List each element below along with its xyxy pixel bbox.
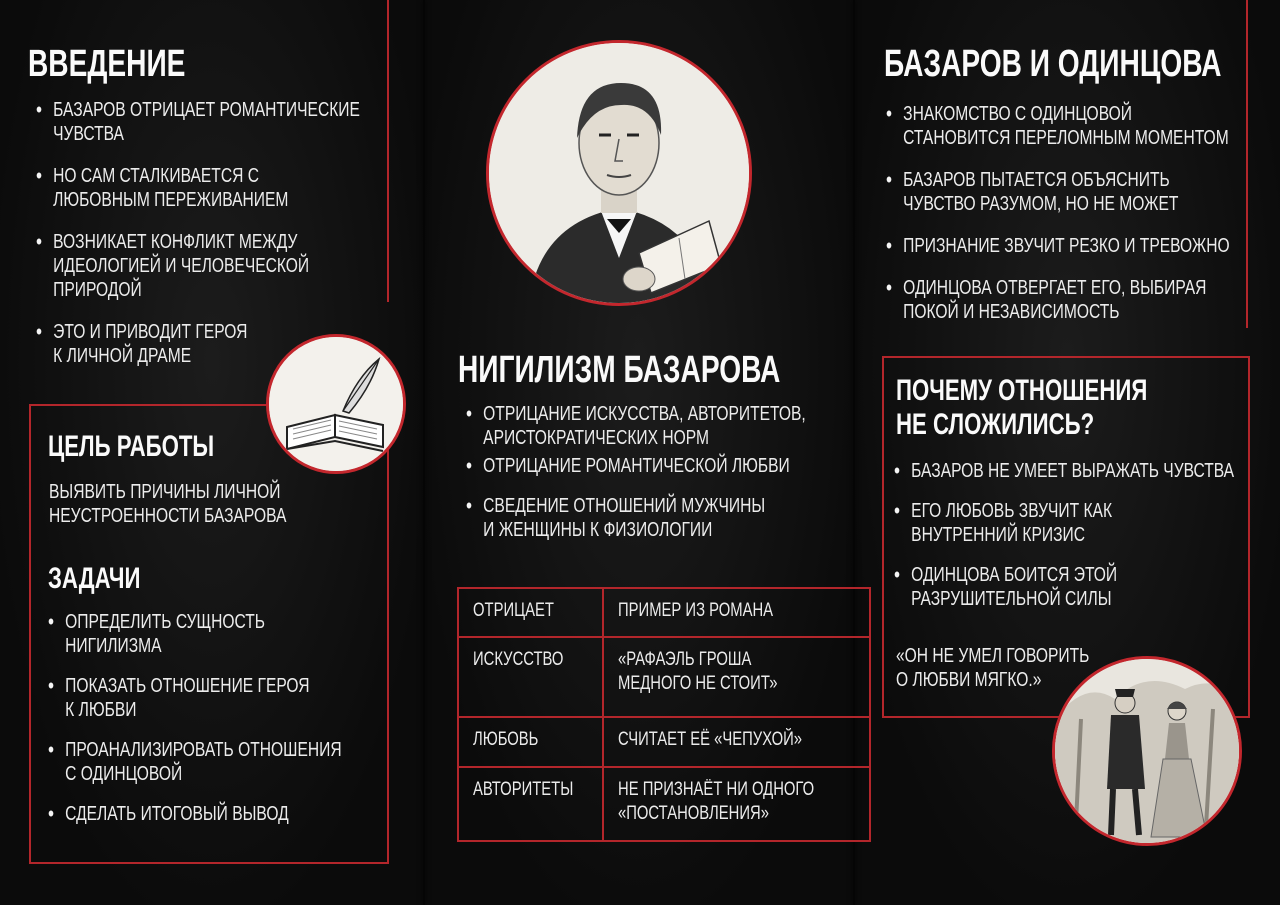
odintsova-item: • ЗНАКОМСТВО С ОДИНЦОВОЙ СТАНОВИТСЯ ПЕРЕЛОМНЫМ МОМЕНТОМ bbox=[886, 102, 1230, 150]
nihilism-item: • ОТРИЦАНИЕ РОМАНТИЧЕСКОЙ ЛЮБВИ bbox=[466, 454, 806, 478]
portrait-icon bbox=[489, 43, 749, 303]
why-quote: «ОН НЕ УМЕЛ ГОВОРИТЬ О ЛЮБВИ МЯГКО.» bbox=[896, 645, 1090, 691]
task-item: • ОПРЕДЕЛИТЬ СУЩНОСТЬ НИГИЛИЗМА bbox=[48, 610, 342, 658]
intro-title: ВВЕДЕНИЕ bbox=[28, 43, 186, 85]
table-cell: «РАФАЭЛЬ ГРОША МЕДНОГО НЕ СТОИТ» bbox=[603, 637, 870, 717]
odintsova-list bbox=[886, 102, 1280, 324]
portrait-illustration bbox=[486, 40, 752, 306]
intro-list bbox=[36, 98, 451, 368]
intro-item: • БАЗАРОВ ОТРИЦАЕТ РОМАНТИЧЕСКИЕ ЧУВСТВА bbox=[36, 98, 360, 146]
table-header-row bbox=[458, 588, 870, 637]
tasks-list bbox=[48, 610, 424, 826]
odintsova-item: • ОДИНЦОВА ОТВЕРГАЕТ ЕГО, ВЫБИРАЯ ПОКОЙ И НЕЗАВИСИМОСТЬ bbox=[886, 276, 1230, 324]
book-icon bbox=[269, 337, 403, 471]
why-list bbox=[894, 459, 1280, 611]
intro-item: • ВОЗНИКАЕТ КОНФЛИКТ МЕЖДУ ИДЕОЛОГИЕЙ И ЧЕЛОВЕЧЕСКОЙ ПРИРОДОЙ bbox=[36, 230, 360, 302]
table-row bbox=[458, 717, 870, 767]
task-item: • СДЕЛАТЬ ИТОГОВЫЙ ВЫВОД bbox=[48, 802, 342, 826]
table-cell: ЛЮБОВЬ bbox=[458, 717, 603, 767]
book-quill-illustration bbox=[266, 334, 406, 474]
table-header-cell: ОТРИЦАЕТ bbox=[458, 588, 603, 637]
goal-title: ЦЕЛЬ РАБОТЫ bbox=[48, 430, 215, 463]
table-row bbox=[458, 767, 870, 841]
task-item: • ПОКАЗАТЬ ОТНОШЕНИЕ ГЕРОЯ К ЛЮБВИ bbox=[48, 674, 342, 722]
odintsova-item: • ПРИЗНАНИЕ ЗВУЧИТ РЕЗКО И ТРЕВОЖНО bbox=[886, 234, 1230, 258]
why-item: • БАЗАРОВ НЕ УМЕЕТ ВЫРАЖАТЬ ЧУВСТВА bbox=[894, 459, 1234, 483]
table-cell: ИСКУССТВО bbox=[458, 637, 603, 717]
table-cell: АВТОРИТЕТЫ bbox=[458, 767, 603, 841]
nihilism-item: • ОТРИЦАНИЕ ИСКУССТВА, АВТОРИТЕТОВ, АРИСТОКРАТИЧЕСКИХ НОРМ bbox=[466, 402, 806, 450]
intro-item: • ЭТО И ПРИВОДИТ ГЕРОЯ К ЛИЧНОЙ ДРАМЕ bbox=[36, 320, 360, 368]
intro-item: • НО САМ СТАЛКИВАЕТСЯ С ЛЮБОВНЫМ ПЕРЕЖИВАНИЕМ bbox=[36, 164, 360, 212]
table-cell: СЧИТАЕТ ЕЁ «ЧЕПУХОЙ» bbox=[603, 717, 870, 767]
couple-icon bbox=[1055, 659, 1239, 843]
negation-table bbox=[457, 587, 871, 842]
couple-illustration bbox=[1052, 656, 1242, 846]
nihilism-list bbox=[466, 402, 902, 542]
why-title: ПОЧЕМУ ОТНОШЕНИЯ НЕ СЛОЖИЛИСЬ? bbox=[896, 374, 1148, 441]
table-row bbox=[458, 637, 870, 717]
why-item: • ЕГО ЛЮБОВЬ ЗВУЧИТ КАК ВНУТРЕННИЙ КРИЗИС bbox=[894, 499, 1234, 547]
nihilism-title: НИГИЛИЗМ БАЗАРОВА bbox=[458, 349, 781, 391]
tasks-title: ЗАДАЧИ bbox=[48, 562, 141, 595]
table-header-cell: ПРИМЕР ИЗ РОМАНА bbox=[603, 588, 870, 637]
goal-text: ВЫЯВИТЬ ПРИЧИНЫ ЛИЧНОЙ НЕУСТРОЕННОСТИ БАЗАРОВА bbox=[49, 481, 287, 527]
why-item: • ОДИНЦОВА БОИТСЯ ЭТОЙ РАЗРУШИТЕЛЬНОЙ СИЛЫ bbox=[894, 563, 1234, 611]
odintsova-item: • БАЗАРОВ ПЫТАЕТСЯ ОБЪЯСНИТЬ ЧУВСТВО РАЗУМОМ, НО НЕ МОЖЕТ bbox=[886, 168, 1230, 216]
table-cell: НЕ ПРИЗНАЁТ НИ ОДНОГО «ПОСТАНОВЛЕНИЯ» bbox=[603, 767, 870, 841]
nihilism-item: • СВЕДЕНИЕ ОТНОШЕНИЙ МУЖЧИНЫ И ЖЕНЩИНЫ К ФИЗИОЛОГИИ bbox=[466, 494, 806, 542]
odintsova-title: БАЗАРОВ И ОДИНЦОВА bbox=[884, 43, 1222, 85]
task-item: • ПРОАНАЛИЗИРОВАТЬ ОТНОШЕНИЯ С ОДИНЦОВОЙ bbox=[48, 738, 342, 786]
